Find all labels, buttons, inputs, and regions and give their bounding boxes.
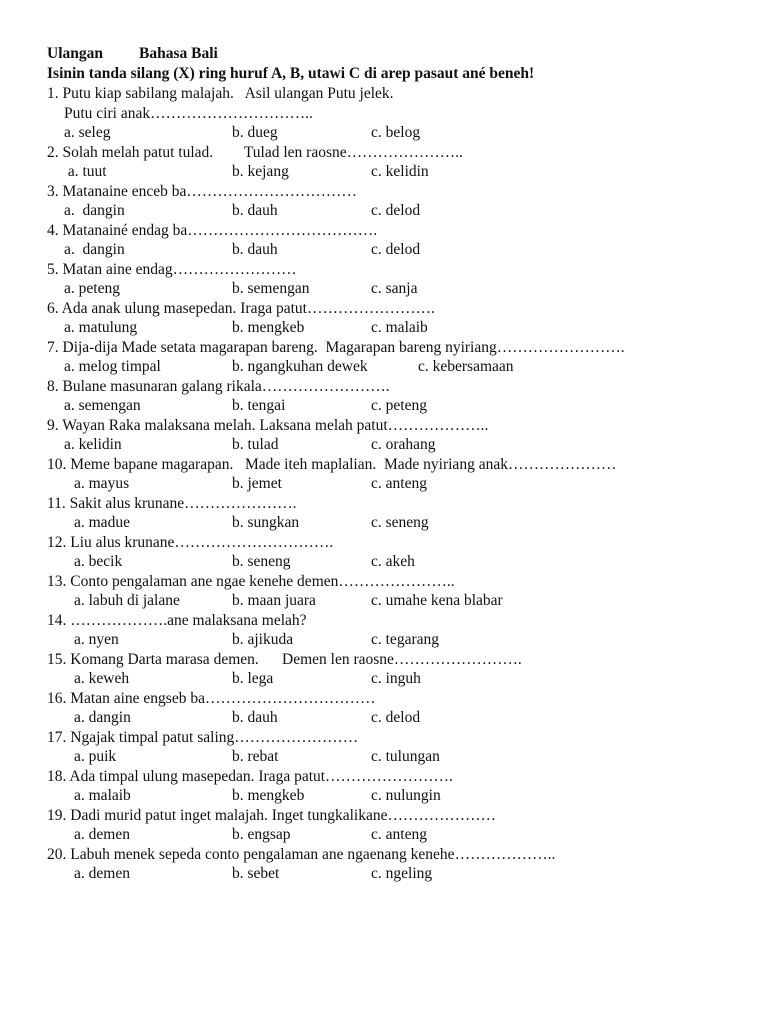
answer-option-b[interactable]: b. sungkan (232, 514, 300, 531)
question-text: 3. Matanaine enceb ba…………………………… (47, 182, 357, 200)
answer-option-c[interactable]: c. nulungin (371, 787, 441, 804)
answer-option-c[interactable]: c. delod (371, 241, 421, 258)
answer-option-a[interactable]: a. mayus (74, 475, 130, 492)
answer-option-a[interactable]: a. kelidin (64, 436, 122, 453)
answer-option-c[interactable]: c. ngeling (371, 865, 433, 882)
answer-option-a[interactable]: a. melog timpal (64, 358, 161, 375)
answer-option-b[interactable]: b. kejang (232, 163, 289, 180)
answer-option-a[interactable]: a. malaib (74, 787, 131, 804)
answer-option-c[interactable]: c. tulungan (371, 748, 440, 765)
answer-option-c[interactable]: c. kelidin (371, 163, 429, 180)
answer-option-b[interactable]: b. tengai (232, 397, 286, 414)
answer-option-b[interactable]: b. ngangkuhan dewek (232, 358, 368, 375)
question-text: 13. Conto pengalaman ane ngae kenehe demen………………….. (47, 572, 455, 590)
answer-option-a[interactable]: a. keweh (74, 670, 130, 687)
answer-option-c[interactable]: c. tegarang (371, 631, 439, 648)
answer-option-c[interactable]: c. umahe kena blabar (371, 592, 503, 609)
question-text: 17. Ngajak timpal patut saling…………………… (47, 728, 359, 746)
worksheet-title-left: Ulangan (47, 45, 103, 62)
answer-option-b[interactable]: b. lega (232, 670, 274, 687)
question-text: 10. Meme bapane magarapan. Made iteh maplalian. Made nyiriang anak………………… (47, 455, 617, 473)
answer-option-a[interactable]: a. tuut (64, 163, 107, 180)
question-text: 14. ……………….ane malaksana melah? (47, 611, 307, 629)
answer-option-a[interactable]: a. puik (74, 748, 117, 765)
answer-option-c[interactable]: c. kebersamaan (418, 358, 514, 375)
answer-option-b[interactable]: b. maan juara (232, 592, 316, 609)
answer-option-b[interactable]: b. seneng (232, 553, 291, 570)
answer-option-a[interactable]: a. matulung (64, 319, 138, 336)
question-text: 18. Ada timpal ulung masepedan. Iraga patut……………………. (47, 767, 453, 785)
answer-option-c[interactable]: c. anteng (371, 826, 427, 843)
question-text: 9. Wayan Raka malaksana melah. Laksana melah patut……………….. (47, 416, 489, 434)
answer-option-a[interactable]: a. demen (74, 865, 130, 882)
answer-option-a[interactable]: a. becik (74, 553, 123, 570)
worksheet-instruction: Isinin tanda silang (X) ring huruf A, B, utawi C di arep pasaut ané beneh! (47, 65, 535, 82)
answer-option-a[interactable]: a. semengan (64, 397, 141, 414)
answer-option-c[interactable]: c. anteng (371, 475, 427, 492)
answer-option-c[interactable]: c. peteng (371, 397, 427, 414)
answer-option-b[interactable]: b. rebat (232, 748, 279, 765)
question-text: 1. Putu kiap sabilang malajah. Asil ulangan Putu jelek. (47, 85, 394, 102)
question-text: 7. Dija-dija Made setata magarapan bareng. Magarapan bareng nyiriang……………………. (47, 338, 625, 356)
answer-option-a[interactable]: a. dangin (64, 241, 125, 258)
answer-option-b[interactable]: b. mengkeb (232, 319, 305, 336)
question-text: 5. Matan aine endag…………………… (47, 260, 297, 278)
answer-option-a[interactable]: a. madue (74, 514, 130, 531)
answer-option-a[interactable]: a. nyen (74, 631, 119, 648)
question-text: 11. Sakit alus krunane…………………. (47, 494, 297, 512)
answer-option-b[interactable]: b. mengkeb (232, 787, 305, 804)
question-text: 6. Ada anak ulung masepedan. Iraga patut……………………. (47, 299, 435, 317)
question-text: 20. Labuh menek sepeda conto pengalaman ane ngaenang kenehe……………….. (47, 845, 556, 863)
answer-option-b[interactable]: b. sebet (232, 865, 280, 882)
answer-option-b[interactable]: b. engsap (232, 826, 291, 843)
answer-option-b[interactable]: b. tulad (232, 436, 279, 453)
answer-option-a[interactable]: a. peteng (64, 280, 120, 297)
answer-option-c[interactable]: c. orahang (371, 436, 436, 453)
answer-option-b[interactable]: b. semengan (232, 280, 310, 297)
answer-option-b[interactable]: b. dauh (232, 709, 278, 726)
answer-option-a[interactable]: a. labuh di jalane (74, 592, 180, 609)
question-text: 15. Komang Darta marasa demen. Demen len raosne……………………. (47, 650, 522, 668)
answer-option-b[interactable]: b. jemet (232, 475, 282, 492)
question-text: 4. Matanainé endag ba………………………………. (47, 221, 378, 239)
answer-option-c[interactable]: c. delod (371, 202, 421, 219)
question-text: 16. Matan aine engseb ba…………………………… (47, 689, 376, 707)
answer-option-c[interactable]: c. sanja (371, 280, 418, 297)
answer-option-b[interactable]: b. dauh (232, 202, 278, 219)
answer-option-a[interactable]: a. demen (74, 826, 130, 843)
answer-option-c[interactable]: c. seneng (371, 514, 429, 531)
answer-option-c[interactable]: c. malaib (371, 319, 428, 336)
question-text-continuation: Putu ciri anak………………………….. (64, 104, 313, 122)
question-text: 2. Solah melah patut tulad. Tulad len raosne………………….. (47, 143, 463, 161)
answer-option-c[interactable]: c. delod (371, 709, 421, 726)
worksheet-title-right: Bahasa Bali (139, 45, 218, 62)
question-text: 19. Dadi murid patut inget malajah. Inget tungkalikane………………… (47, 806, 496, 824)
answer-option-a[interactable]: a. dangin (64, 202, 125, 219)
answer-option-a[interactable]: a. seleg (64, 124, 111, 141)
answer-option-a[interactable]: a. dangin (74, 709, 131, 726)
question-text: 12. Liu alus krunane…………………………. (47, 533, 334, 551)
answer-option-b[interactable]: b. dueg (232, 124, 278, 141)
answer-option-c[interactable]: c. akeh (371, 553, 415, 570)
answer-option-b[interactable]: b. ajikuda (232, 631, 294, 648)
question-text: 8. Bulane masunaran galang rikala……………………. (47, 377, 390, 395)
answer-option-c[interactable]: c. belog (371, 124, 421, 141)
answer-option-c[interactable]: c. inguh (371, 670, 421, 687)
answer-option-b[interactable]: b. dauh (232, 241, 278, 258)
